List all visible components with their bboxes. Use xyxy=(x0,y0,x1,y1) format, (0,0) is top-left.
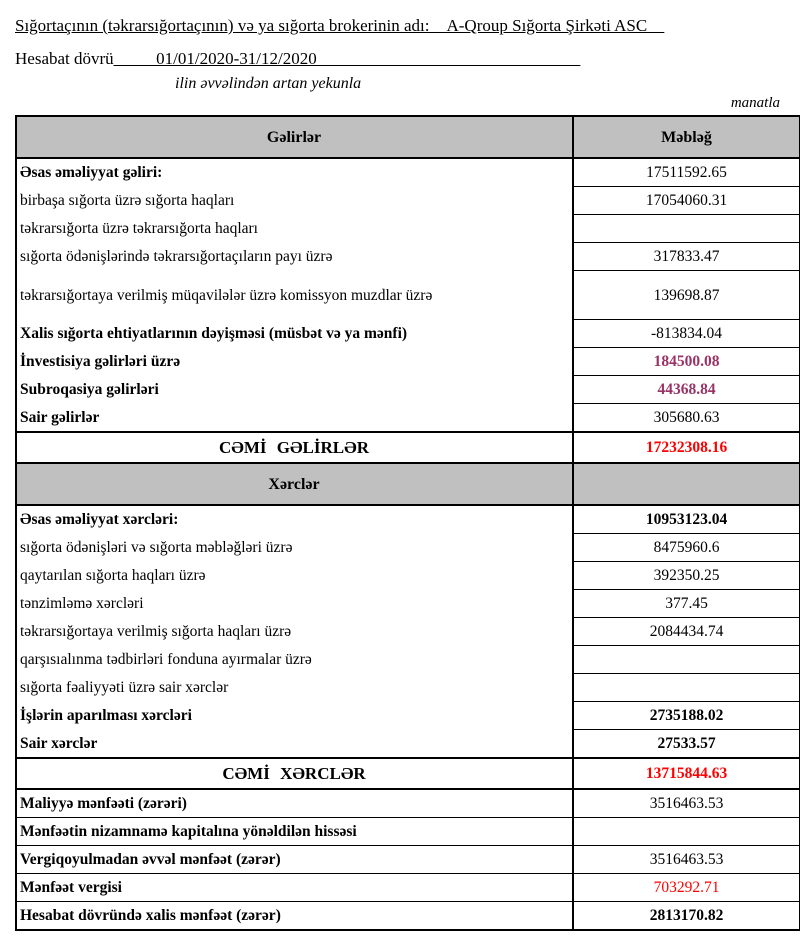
row-label: birbaşa sığorta üzrə sığorta haqları xyxy=(20,192,235,209)
table-row xyxy=(16,376,800,404)
row-label: Əsas əməliyyat xərcləri: xyxy=(20,511,179,529)
row-value xyxy=(573,646,800,674)
row-value: 10953123.04 xyxy=(573,505,800,534)
row-label: Sair xərclər xyxy=(20,734,98,752)
row-value: 377.45 xyxy=(573,590,800,618)
table-row xyxy=(16,562,800,590)
table-row xyxy=(16,874,800,902)
row-value: 305680.63 xyxy=(573,404,800,433)
insurer-name-line xyxy=(15,16,792,36)
expense-section-title: Xərclər xyxy=(16,463,573,505)
row-label: tənzimləmə xərcləri xyxy=(20,595,144,612)
table-row xyxy=(16,818,800,846)
table-row xyxy=(16,534,800,562)
total-income-label: CƏMİ GƏLİRLƏR xyxy=(16,432,573,463)
amount-column-header: Məbləğ xyxy=(573,116,800,158)
row-value: 27533.57 xyxy=(573,730,800,759)
row-label: İşlərin aparılması xərcləri xyxy=(20,707,192,724)
currency-unit-label: manatla xyxy=(730,95,780,111)
report-period-label: Hesabat dövrü xyxy=(15,49,114,68)
row-value: 44368.84 xyxy=(573,376,800,404)
table-row xyxy=(16,243,800,271)
table-row xyxy=(16,215,800,243)
row-value: 3516463.53 xyxy=(573,846,800,874)
table-row xyxy=(16,702,800,730)
table-row xyxy=(16,505,800,534)
row-value xyxy=(573,818,800,846)
income-section-header-row xyxy=(16,116,800,158)
total-income-value: 17232308.16 xyxy=(573,432,800,463)
row-value xyxy=(573,674,800,702)
row-value xyxy=(573,215,800,243)
table-row xyxy=(16,348,800,376)
row-label: Maliyyə mənfəəti (zərəri) xyxy=(16,789,573,818)
table-row xyxy=(16,846,800,874)
total-expense-row xyxy=(16,758,800,789)
table-row xyxy=(16,646,800,674)
table-row xyxy=(16,674,800,702)
row-label: Mənfəət vergisi xyxy=(16,874,573,902)
row-value: 139698.87 xyxy=(573,271,800,320)
row-value: 17511592.65 xyxy=(573,158,800,187)
row-label: sığorta ödənişlərində təkrarsığortaçıların payı üzrə xyxy=(20,248,333,265)
row-value: 2735188.02 xyxy=(573,702,800,730)
total-expense-value: 13715844.63 xyxy=(573,758,800,789)
row-label: Hesabat dövründə xalis mənfəət (zərər) xyxy=(20,907,281,924)
expense-section-header-row xyxy=(16,463,800,505)
table-row xyxy=(16,730,800,759)
row-value: 17054060.31 xyxy=(573,187,800,215)
row-label: Vergiqoyulmadan əvvəl mənfəət (zərər) xyxy=(16,846,573,874)
row-value: 2813170.82 xyxy=(573,902,800,931)
row-value: 392350.25 xyxy=(573,562,800,590)
row-label: İnvestisiya gəlirləri üzrə xyxy=(20,353,181,370)
insurer-name-value: __A-Qroup Sığorta Şirkəti ASC__ xyxy=(429,16,665,35)
table-row xyxy=(16,187,800,215)
row-label: təkrarsığortaya verilmiş müqavilələr üzrə komissyon muzdlar üzrə xyxy=(20,286,433,304)
row-label: Subroqasiya gəlirləri xyxy=(20,381,159,398)
report-period-value: _____01/01/2020-31/12/2020_______________________________ xyxy=(113,49,581,68)
cumulative-note: ilin əvvəlindən artan yekunla xyxy=(175,75,362,92)
expense-header-empty-cell xyxy=(573,463,800,505)
insurer-name-label: Sığortaçının (təkrarsığortaçının) və ya sığorta brokerinin adı: xyxy=(15,16,430,35)
table-row xyxy=(16,590,800,618)
row-value: -813834.04 xyxy=(573,320,800,348)
row-label: Mənfəətin nizamnamə kapitalına yönəldilən hissəsi xyxy=(16,818,573,846)
row-label: qarşısıalınma tədbirləri fonduna ayırmalar üzrə xyxy=(20,651,312,668)
table-row xyxy=(16,320,800,348)
table-row xyxy=(16,789,800,818)
table-row xyxy=(16,158,800,187)
row-label: Sair gəlirlər xyxy=(20,408,100,426)
total-expense-label: CƏMİ XƏRCLƏR xyxy=(16,758,573,789)
row-value: 184500.08 xyxy=(573,348,800,376)
income-expense-table xyxy=(15,115,800,931)
report-period-line xyxy=(15,49,792,69)
row-label: sığorta fəaliyyəti üzrə sair xərclər xyxy=(20,679,229,696)
table-row xyxy=(16,618,800,646)
total-income-row xyxy=(16,432,800,463)
row-value: 317833.47 xyxy=(573,243,800,271)
row-value: 3516463.53 xyxy=(573,789,800,818)
table-row xyxy=(16,404,800,433)
row-label: qaytarılan sığorta haqları üzrə xyxy=(20,567,206,584)
table-row xyxy=(16,271,800,320)
row-value: 8475960.6 xyxy=(573,534,800,562)
income-section-title: Gəlirlər xyxy=(16,116,573,158)
row-label: sığorta ödənişləri və sığorta məbləğləri üzrə xyxy=(20,539,293,556)
row-label: Əsas əməliyyat gəliri: xyxy=(20,164,163,182)
table-row xyxy=(16,902,800,931)
row-value: 703292.71 xyxy=(573,874,800,902)
row-value: 2084434.74 xyxy=(573,618,800,646)
row-label: təkrarsığorta üzrə təkrarsığorta haqları xyxy=(20,220,258,237)
row-label: təkrarsığortaya verilmiş sığorta haqları üzrə xyxy=(20,623,292,640)
row-label: Xalis sığorta ehtiyatlarının dəyişməsi (müsbət və ya mənfi) xyxy=(20,325,408,342)
